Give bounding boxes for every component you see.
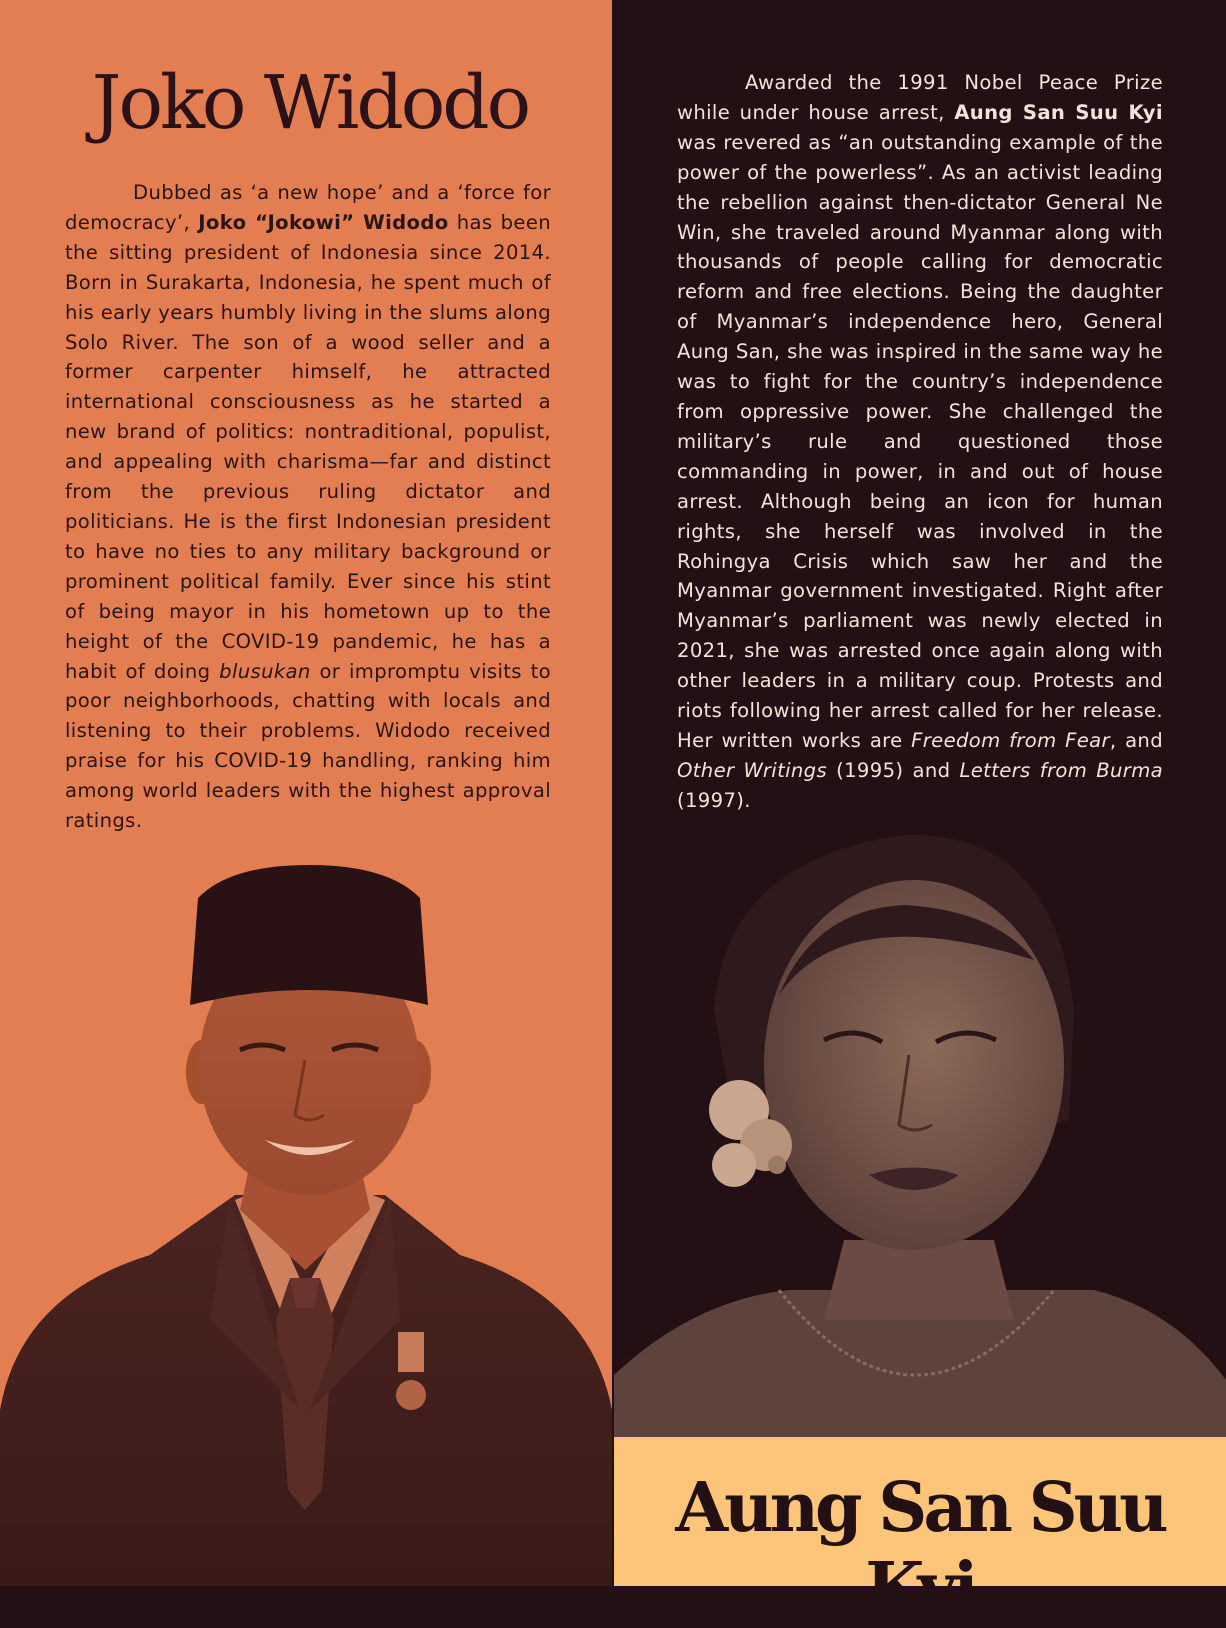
- widodo-bio-text: Dubbed as ‘a new hope’ and a ‘force for democracy’,: [65, 181, 551, 234]
- suu-kyi-bio-name: Aung San Suu Kyi: [954, 100, 1163, 124]
- suu-kyi-biography: [677, 68, 1163, 816]
- suu-kyi-work-title: Freedom from Fear: [911, 728, 1110, 752]
- widodo-portrait: [0, 850, 612, 1586]
- suu-kyi-bio-text: (1997).: [677, 788, 751, 812]
- suu-kyi-work-title: Other Writings: [677, 758, 828, 782]
- suu-kyi-bio-text: , and: [1109, 728, 1163, 752]
- widodo-bio-term: blusukan: [219, 659, 311, 683]
- suu-kyi-bio-text: (1995) and: [827, 758, 960, 782]
- suu-kyi-portrait: [614, 820, 1226, 1437]
- widodo-title: Joko Widodo: [91, 60, 529, 146]
- widodo-bio-name: Joko “Jokowi” Widodo: [198, 210, 449, 234]
- suu-kyi-work-title: Letters from Burma: [959, 758, 1164, 782]
- suu-kyi-bio-text: was revered as “an outstanding example of the power of the powerless”. As an activist leading the rebellion against then-dictator General Ne Win, she traveled around Myanmar along with thousands of people calling for democratic reform and free elections. Being the daughter of Myanmar’s independence hero, General Aung San, she was inspired in the same way he was to fight for the country’s independence from oppressive power. She challenged the military’s rule and questioned those commanding in power, in and out of house arrest. Although being an icon for human rights, she herself was involved in the Rohingya Crisis which saw her and the Myanmar government investigated. Right after Myanmar’s parliament was newly elected in 2021, she was arrested once again along with other leaders in a military coup. Protests and riots following her arrest called for her release. Her written works are: [677, 130, 1163, 752]
- widodo-bio-text: or impromptu visits to poor neighborhoods, chatting with locals and listening to their problems. Widodo received praise for his COVID-19 handling, ranking him among world leaders with the highest approval ratings.: [65, 659, 551, 833]
- suu-kyi-title: Aung San Suu Kyi: [675, 1468, 1165, 1628]
- widodo-biography: [65, 178, 551, 836]
- suu-kyi-bio-text: Awarded the 1991 Nobel Peace Prize while under house arrest,: [677, 71, 1163, 124]
- widodo-bio-text: has been the sitting president of Indonesia since 2014. Born in Surakarta, Indonesia, he spent much of his early years humbly living in the slums along Solo River. The son of a wood seller and a former carpenter himself, he attracted international consciousness as he started a new brand of politics: nontraditional, populist, and appealing with charisma—far and distinct from the previous ruling dictator and politicians. He is the first Indonesian president to have no ties to any military background or prominent political family. Ever since his stint of being mayor in his hometown up to the height of the COVID-19 pandemic, he has a habit of doing: [65, 210, 551, 683]
